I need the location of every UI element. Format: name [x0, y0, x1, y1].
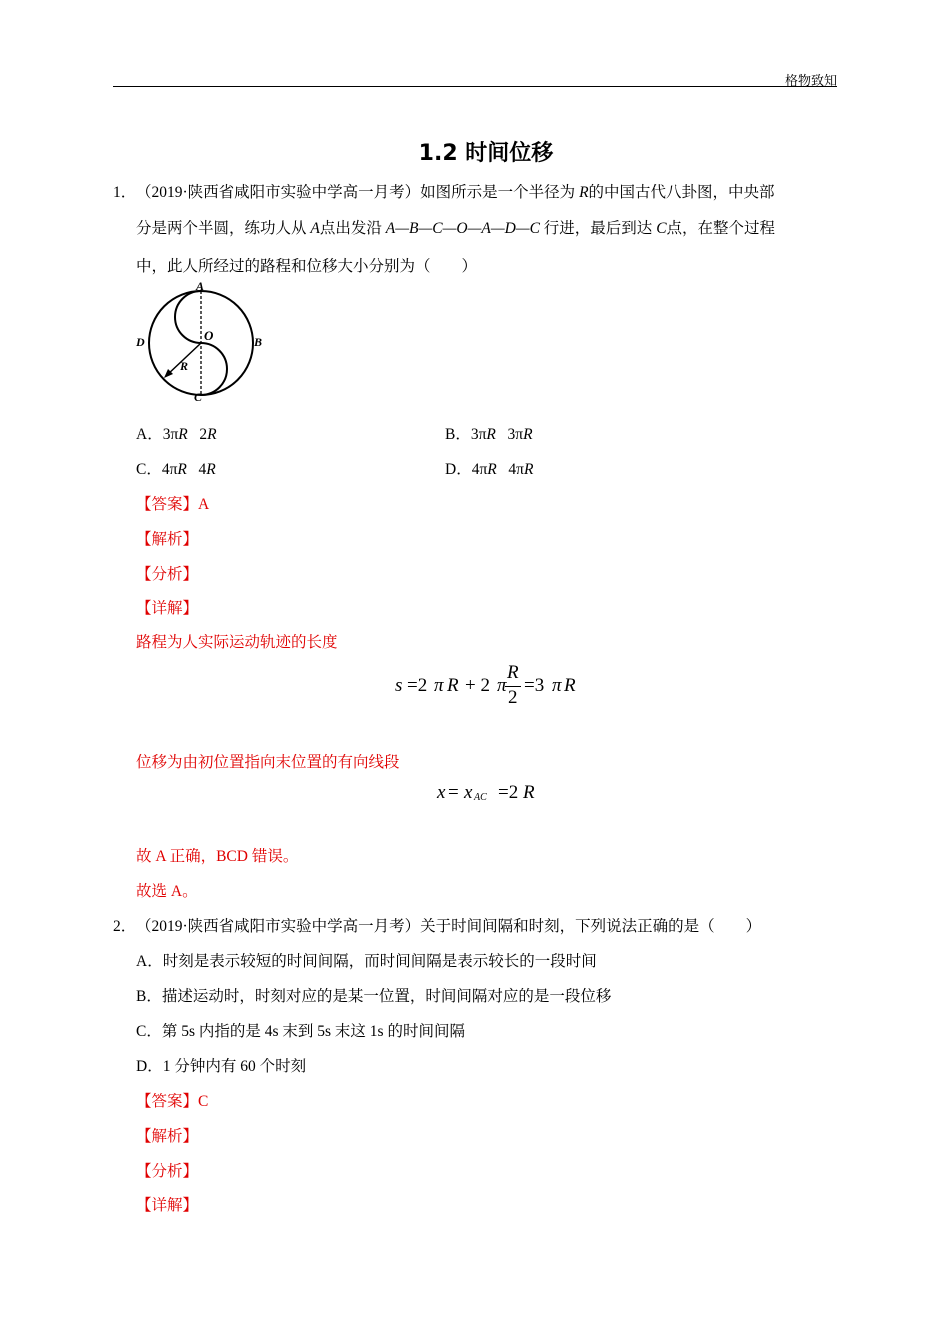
fig-label-R: R — [180, 359, 189, 373]
q2-option-d: D．1 分钟内有 60 个时刻 — [136, 1058, 307, 1075]
fig-label-D: D — [136, 335, 145, 349]
q1-stem-text1: 如图所示是一个半径为 — [420, 184, 576, 201]
q1-answer — [136, 492, 209, 514]
q1-stem-C: C — [656, 220, 667, 237]
equation-displacement: x = x AC =2 R — [437, 782, 535, 803]
q1-stem-line3: 中，此人所经过的路程和位移大小分别为（ ） — [136, 258, 478, 275]
fig-label-A: A — [196, 280, 205, 293]
page-title: 1.2 时间位移 — [418, 141, 554, 166]
lower-semicircle — [201, 343, 227, 395]
q1-option-b: B．3πR 3πR — [445, 426, 533, 443]
q2-option-b: B．描述运动时，时刻对应的是某一位置，时间间隔对应的是一段位移 — [136, 988, 612, 1005]
q2-answer-tag: 【答案】 — [136, 1093, 199, 1110]
q2-xiangjie: 【详解】 — [136, 1197, 199, 1214]
fig-label-B: B — [254, 335, 263, 349]
q1-stem-A: A — [310, 220, 320, 237]
q2-jiexi: 【解析】 — [136, 1128, 199, 1145]
q1-jiexi: 【解析】 — [136, 531, 199, 548]
q1-option-d: D．4πR 4πR — [445, 461, 534, 478]
q1-source: （2019·陕西省咸阳市实验中学高一月考） — [136, 184, 421, 201]
q1-stem-text2b: 点出发沿 — [319, 220, 382, 237]
q2-answer-value: C — [198, 1093, 209, 1110]
equation-path-length: s =2 π R + 2 π R 2 =3 π R — [395, 662, 576, 708]
fig-label-O: O — [204, 328, 214, 343]
q2-option-c: C．第 5s 内指的是 4s 末到 5s 末这 1s 的时间间隔 — [136, 1023, 465, 1040]
q1-detail2: 位移为由初位置指向末位置的有向线段 — [136, 754, 400, 771]
fig-label-C: C — [194, 390, 203, 404]
q1-stem-line1 — [136, 180, 775, 202]
q1-stem-text2d: 点，在整个过程 — [666, 220, 776, 237]
q1-fenxi: 【分析】 — [136, 566, 199, 583]
upper-semicircle — [175, 291, 201, 343]
q1-stem-text1b: 的中国古代八卦图，中央部 — [588, 184, 775, 201]
q1-conclusion: 故 A 正确，BCD 错误。 — [136, 848, 299, 865]
q1-stem-R: R — [579, 184, 589, 201]
q2-fenxi: 【分析】 — [136, 1163, 199, 1180]
q1-answer-tag: 【答案】 — [136, 496, 199, 513]
q1-stem-path: A—B—C—O—A—D—C — [385, 220, 540, 237]
header-brand: 格物致知 — [784, 73, 837, 88]
q1-choose: 故选 A。 — [136, 883, 198, 900]
q1-xiangjie: 【详解】 — [136, 600, 199, 617]
q1-number: 1． — [113, 184, 137, 201]
q1-stem-line2 — [136, 216, 775, 238]
q2-answer — [136, 1089, 208, 1111]
q2-number: 2． — [113, 918, 137, 935]
q1-detail1: 路程为人实际运动轨迹的长度 — [136, 634, 338, 651]
q2-option-a: A．时刻是表示较短的时间间隔，而时间间隔是表示较长的一段时间 — [136, 953, 597, 970]
q1-stem-text2c: 行进，最后到达 — [543, 220, 653, 237]
q2-stem: （2019·陕西省咸阳市实验中学高一月考）关于时间间隔和时刻，下列说法正确的是（ ） — [136, 918, 762, 935]
q1-option-a: A．3πR 2R — [136, 426, 217, 443]
header-rule — [113, 86, 837, 87]
q1-answer-value: A — [198, 496, 210, 513]
q1-option-c: C．4πR 4R — [136, 461, 216, 478]
q1-stem-text2a: 分是两个半圆，练功人从 — [136, 220, 307, 237]
bagua-figure — [130, 280, 280, 408]
